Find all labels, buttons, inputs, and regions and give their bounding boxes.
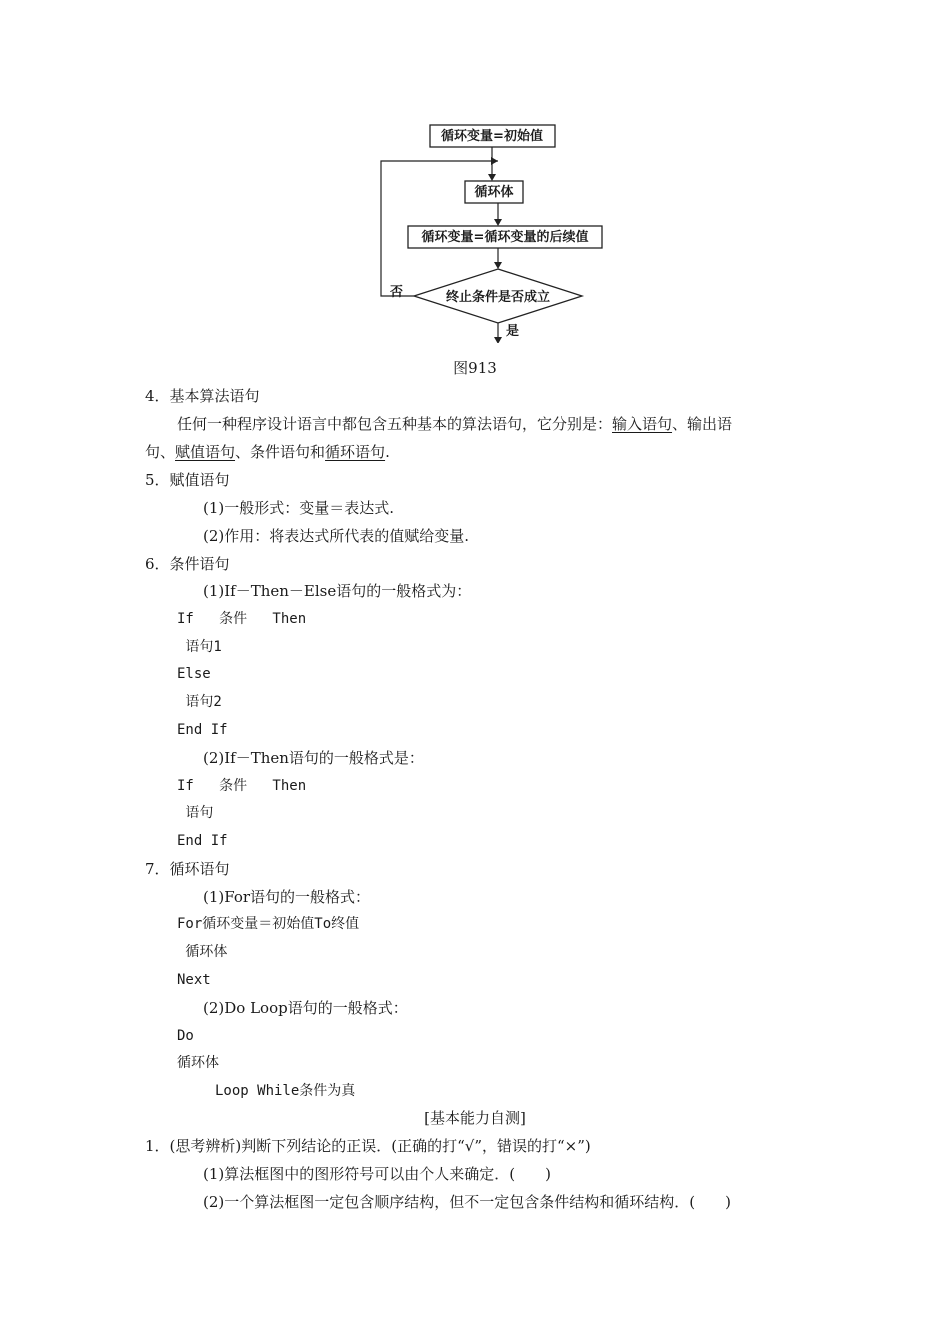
para-text: 、输出语	[672, 415, 733, 433]
condition-label: 终止条件是否成立	[445, 290, 551, 305]
code-line: Loop While条件为真	[215, 1083, 356, 1099]
section-7-item-1: (1)For语句的一般格式：	[203, 888, 371, 906]
question-1-2: (2)一个算法框图一定包含顺序结构，但不一定包含条件结构和循环结构．( )	[203, 1193, 731, 1211]
section-5-item-1: (1)一般形式：变量＝表达式.	[203, 499, 395, 517]
section-4-heading: 4．基本算法语句	[145, 387, 260, 405]
loop-flowchart	[370, 118, 620, 343]
code-line: 循环体	[177, 944, 228, 960]
code-line: 语句1	[177, 639, 222, 655]
para-text: 句、	[145, 443, 176, 461]
figure-caption: 图913	[453, 359, 497, 377]
code-line: If 条件 Then	[177, 778, 307, 794]
code-line: Else	[177, 666, 211, 682]
yes-label: 是	[506, 324, 520, 339]
para-text: 任何一种程序设计语言中都包含五种基本的算法语句，它分别是：	[177, 415, 613, 433]
code-line: 语句	[177, 805, 214, 821]
section-5-item-2: (2)作用：将表达式所代表的值赋给变量.	[203, 527, 470, 545]
section-4-para-line1	[177, 414, 732, 434]
section-4-para-line2	[145, 442, 390, 462]
code-line: 语句2	[177, 694, 222, 710]
answer-input-statement: 输入语句	[612, 415, 673, 433]
code-line: 循环体	[177, 1055, 219, 1071]
code-line: Next	[177, 972, 211, 988]
update-box-label: 循环变量=循环变量的后续值	[421, 230, 589, 245]
no-label: 否	[390, 285, 404, 300]
question-1-1: (1)算法框图中的图形符号可以由个人来确定．( )	[203, 1165, 551, 1183]
answer-loop-statement: 循环语句	[325, 443, 386, 461]
init-box-label: 循环变量=初始值	[441, 129, 543, 144]
section-7-heading: 7．循环语句	[145, 860, 230, 878]
section-6-item-1: (1)If－Then－Else语句的一般格式为：	[203, 582, 472, 600]
code-line: For循环变量＝初始值To终值	[177, 916, 360, 932]
section-6-item-2: (2)If－Then语句的一般格式是：	[203, 749, 424, 767]
code-line: Do	[177, 1028, 194, 1044]
code-line: If 条件 Then	[177, 611, 307, 627]
answer-assignment-statement: 赋值语句	[175, 443, 236, 461]
para-text: 、条件语句和	[235, 443, 326, 461]
section-7-item-2: (2)Do Loop语句的一般格式：	[203, 999, 408, 1017]
para-text: .	[385, 443, 390, 461]
section-5-heading: 5．赋值语句	[145, 471, 230, 489]
section-6-heading: 6．条件语句	[145, 555, 230, 573]
code-line: End If	[177, 722, 228, 738]
self-test-heading: [基本能力自测]	[424, 1109, 526, 1127]
loop-body-label: 循环体	[474, 185, 514, 200]
code-line: End If	[177, 833, 228, 849]
question-1: 1．(思考辨析)判断下列结论的正误．(正确的打“√”，错误的打“×”)	[145, 1137, 591, 1155]
